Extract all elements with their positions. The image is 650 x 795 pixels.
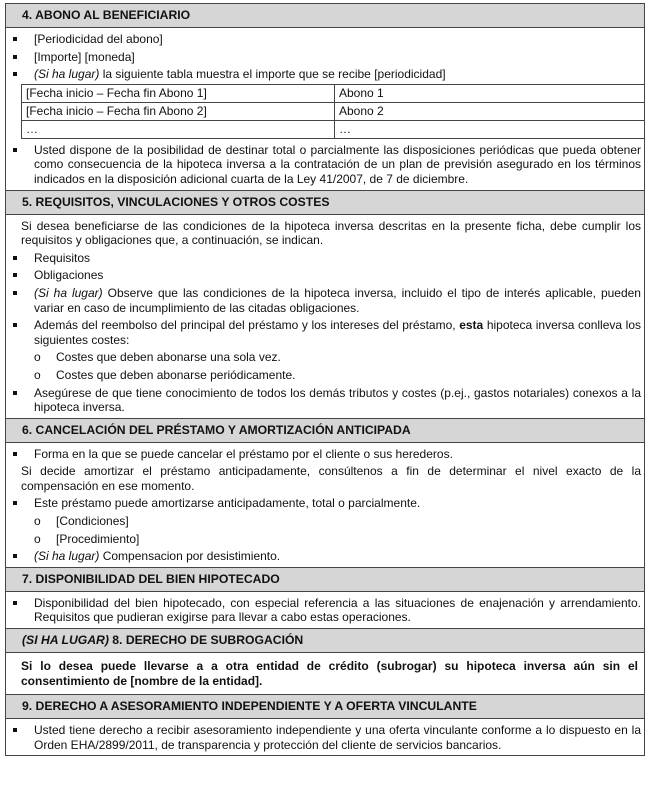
bullet-square-icon: [13, 601, 17, 605]
bullet-square-icon: [13, 148, 17, 152]
bullet-square-icon: [13, 323, 17, 327]
bullet-destinar: Usted dispone de la posibilidad de destinar total o parcialmente las disposiciones periódicas que pueda obtener como consecuencia de la hipoteca inversa a la contratación de un plan de previsión asegurado en los términos indicados en la disposición adicional cuarta de la Ley 41/2007, de 7 de diciembre.: [9, 143, 641, 187]
amortizar-paragraph: Si decide amortizar el préstamo anticipadamente, consúltenos a fin de determinar el nivel exacto de la compensación en ese momento.: [21, 464, 641, 493]
bullet-square-icon: [13, 391, 17, 395]
abono-table: [21, 84, 645, 139]
section-5-body: [6, 215, 644, 419]
circle-bullet-icon: o: [34, 531, 41, 546]
bullet-square-icon: [13, 728, 17, 732]
section-6-body: [6, 443, 644, 568]
bullet-obligaciones: Obligaciones: [9, 268, 641, 283]
table-cell-abono: Abono 1: [335, 84, 645, 102]
subrogacion-paragraph: Si lo desea puede llevarse a a otra entidad de crédito (subrogar) su hipoteca inversa aún sin el consentimiento de [nombre de la entidad].: [21, 659, 638, 689]
sub-item-condiciones: o [Condiciones]: [34, 514, 129, 529]
table-cell-abono: Abono 2: [335, 102, 645, 120]
table-row: [22, 120, 645, 138]
section-9-title: 9. DERECHO A ASESORAMIENTO INDEPENDIENTE Y A OFERTA VINCULANTE: [6, 695, 644, 719]
table-row: [22, 84, 645, 102]
bullet-square-icon: [13, 291, 17, 295]
bullet-importe: [Importe] [moneda]: [9, 50, 641, 65]
bullet-disponibilidad: Disponibilidad del bien hipotecado, con especial referencia a las situaciones de enajenación y arrendamiento. Requisitos que pudieran exigirse para llevar a cabo estas operaciones.: [9, 596, 641, 625]
section-4-title: 4. ABONO AL BENEFICIARIO: [6, 4, 644, 28]
bullet-periodicidad: [Periodicidad del abono]: [9, 32, 641, 47]
circle-bullet-icon: o: [34, 514, 41, 529]
section-7-title: 7. DISPONIBILIDAD DEL BIEN HIPOTECADO: [6, 568, 644, 592]
bullet-square-icon: [13, 55, 17, 59]
section-6-title: 6. CANCELACIÓN DEL PRÉSTAMO Y AMORTIZACIÓN ANTICIPADA: [6, 419, 644, 443]
circle-bullet-icon: o: [34, 350, 41, 365]
bullet-square-icon: [13, 501, 17, 505]
bullet-requisitos: Requisitos: [9, 251, 641, 266]
section-7-body: [6, 592, 644, 629]
bullet-square-icon: [13, 72, 17, 76]
bullet-asesoramiento: Usted tiene derecho a recibir asesoramiento independiente y una oferta vinculante conforme a lo dispuesto en la Orden EHA/2899/2011, de transparencia y protección del cliente de servicios bancarios.: [9, 723, 641, 752]
sub-item-costes-una-vez: o Costes que deben abonarse una sola vez.: [34, 350, 281, 365]
section-8-title: (SI HA LUGAR) 8. DERECHO DE SUBROGACIÓN: [6, 629, 644, 653]
bullet-tributos: Asegúrese de que tiene conocimiento de todos los demás tributos y costes (p.ej., gastos notariales) conexos a la hipoteca inversa.: [9, 386, 641, 415]
bullet-este-prestamo: Este préstamo puede amortizarse anticipadamente, total o parcialmente.: [9, 496, 641, 511]
table-cell-fecha: …: [22, 120, 335, 138]
table-cell-fecha: [Fecha inicio – Fecha fin Abono 1]: [22, 84, 335, 102]
section-4-body: [6, 28, 644, 191]
sub-item-procedimiento: o [Procedimiento]: [34, 531, 140, 546]
table-row: [22, 102, 645, 120]
bullet-square-icon: [13, 256, 17, 260]
table-cell-fecha: [Fecha inicio – Fecha fin Abono 2]: [22, 102, 335, 120]
bullet-compensacion: (Si ha lugar) Compensacion por desistimiento.: [9, 549, 641, 564]
bullet-observe: (Si ha lugar) Observe que las condiciones de la hipoteca inversa, incluido el tipo de interés aplicable, pueden variar en caso de incumplimiento de las citadas obligaciones.: [9, 286, 641, 315]
bullet-square-icon: [13, 37, 17, 41]
section-5-intro: Si desea beneficiarse de las condiciones de la hipoteca inversa descritas en la presente ficha, debe cumplir los requisitos y obligaciones que, a continuación, se indican.: [21, 218, 641, 248]
bullet-square-icon: [13, 554, 17, 558]
section-9-body: [6, 719, 644, 755]
bullet-forma: Forma en la que se puede cancelar el préstamo por el cliente o sus herederos.: [9, 447, 641, 462]
bullet-square-icon: [13, 452, 17, 456]
bullet-tabla-intro: (Si ha lugar) la siguiente tabla muestra el importe que se recibe [periodicidad]: [9, 67, 641, 82]
bullet-ademas: Además del reembolso del principal del préstamo y los intereses del préstamo, esta hipoteca inversa conlleva los siguientes costes:: [9, 318, 641, 347]
table-cell-abono: …: [335, 120, 645, 138]
document-form: [5, 3, 645, 756]
section-8-body: [6, 653, 644, 695]
sub-item-costes-periodicos: o Costes que deben abonarse periódicamente.: [34, 367, 296, 382]
circle-bullet-icon: o: [34, 367, 41, 382]
bullet-square-icon: [13, 273, 17, 277]
section-5-title: 5. REQUISITOS, VINCULACIONES Y OTROS COSTES: [6, 191, 644, 215]
